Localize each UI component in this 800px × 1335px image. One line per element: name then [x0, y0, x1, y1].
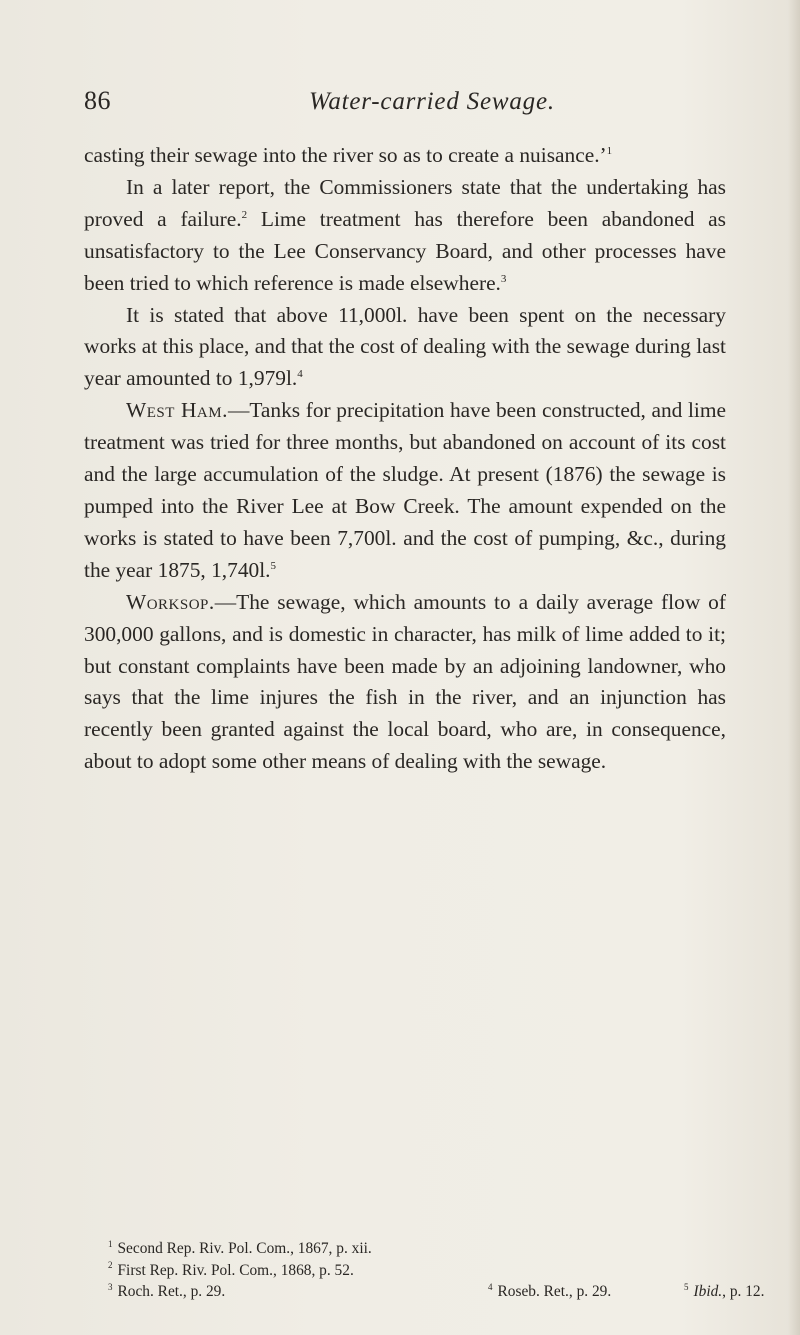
- paragraph-5-text: —The sewage, which amounts to a daily average flow of 300,000 gallons, and is domestic in character, has milk of lime added to it; but constant complaints have been made by an adjoining landowner, who says that the lime injures the fish in the river, and an injunction has recently been granted against the local board, who are, in consequence, about to adopt some other means of dealing with the sewage.: [84, 589, 726, 774]
- footnote-text-5: , p. 12.: [722, 1283, 765, 1300]
- paragraph-1: [84, 140, 726, 172]
- paragraph-2-text-b: Lime treatment has therefore been abandoned as unsatisfactory to the Lee Conservancy Board, and other processes have been tried to which reference is made elsewhere.: [84, 206, 726, 295]
- footnote-text-3: Roch. Ret., p. 29.: [117, 1283, 226, 1300]
- section-heading-worksop: Worksop.: [126, 589, 215, 614]
- footnote-text-4: Roseb. Ret., p. 29.: [497, 1283, 612, 1300]
- page-edge-shadow: [788, 0, 800, 1335]
- footnote-mark-2: 2: [108, 1260, 113, 1271]
- footnote-mark-3: 3: [108, 1281, 113, 1292]
- paragraph-5: [84, 587, 726, 778]
- footnote-mark-5: 5: [684, 1281, 689, 1292]
- section-heading-west-ham: West Ham.: [126, 398, 228, 423]
- footnote-text-2: First Rep. Riv. Pol. Com., 1868, p. 52.: [117, 1261, 354, 1279]
- paragraph-2: [84, 172, 726, 300]
- footnote-3: [108, 1281, 488, 1303]
- paragraph-2-text-a: In a later report, the Commissioners state that the undertaking has proved a failure.: [84, 174, 726, 231]
- footnote-ref-3: 3: [500, 272, 507, 285]
- footnote-2: [84, 1260, 734, 1282]
- paragraph-4-text: —Tanks for precipitation have been constructed, and lime treatment was tried for three months, but abandoned on account of its cost and the large accumulation of the sludge. At present (1876) the sewage is pumped into the River Lee at Bow Creek. The amount expended on the works is stated to have been 7,700l. and the cost of pumping, &c., during the year 1875, 1,740l.: [84, 398, 726, 582]
- running-head: Water-carried Sewage.: [309, 88, 555, 115]
- paragraph-4: [84, 395, 726, 586]
- footnotes: [84, 1238, 765, 1303]
- paragraph-3: [84, 300, 726, 396]
- page-number: 86: [84, 86, 111, 115]
- paragraph-3-text: It is stated that above 11,000l. have been spent on the necessary works at this place, and that the cost of dealing with the sewage during last year amounted to 1,979l.: [84, 302, 726, 391]
- paragraph-1-text: casting their sewage into the river so as to create a nuisance.’: [84, 143, 607, 167]
- body-text: [84, 140, 726, 778]
- footnote-ref-1: 1: [606, 144, 613, 157]
- footnote-ref-5: 5: [270, 559, 277, 572]
- footnote-1: [84, 1238, 734, 1260]
- footnote-ref-4: 4: [297, 368, 303, 381]
- footnote-5: [684, 1281, 764, 1303]
- footnote-text-1: Second Rep. Riv. Pol. Com., 1867, p. xii.: [117, 1240, 372, 1257]
- footnote-mark-1: 1: [108, 1238, 113, 1249]
- page-header: [84, 86, 724, 126]
- footnote-ref-2: 2: [241, 208, 248, 221]
- footnote-4: [488, 1281, 648, 1303]
- footnote-mark-4: 4: [488, 1281, 493, 1292]
- footnote-ibid-5: Ibid.: [693, 1283, 723, 1300]
- footnote-row-3: [84, 1281, 765, 1303]
